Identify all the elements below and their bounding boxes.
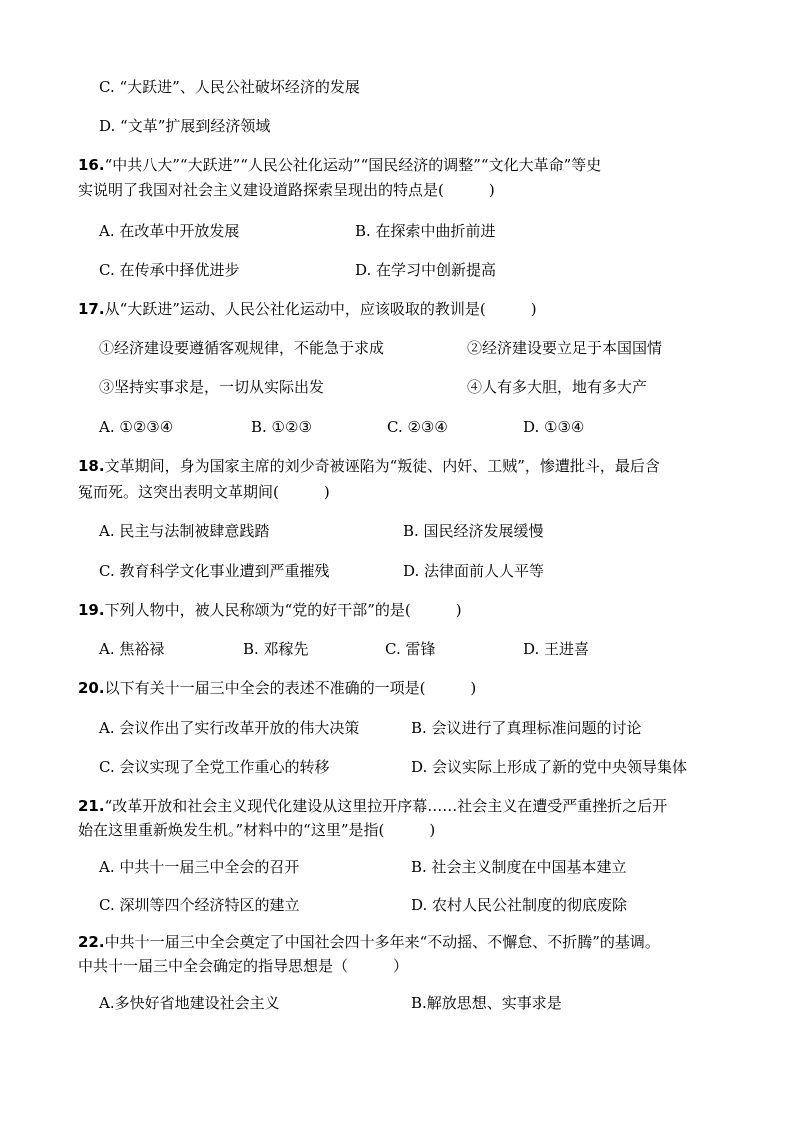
q16-option-b: B. 在探索中曲折前进 xyxy=(355,222,496,240)
q20-option-c: C. 会议实现了全党工作重心的转移 xyxy=(99,758,330,776)
q19-stem-line1 xyxy=(78,600,462,620)
q18-stem-text: 文革期间，身为国家主席的刘少奇被诬陷为“叛徒、内奸、工贼”，惨遭批斗，最后含 xyxy=(104,457,660,475)
q16-number: 16. xyxy=(78,156,105,174)
q17-statement-1: ①经济建设要遵循客观规律，不能急于求成 xyxy=(99,339,385,357)
q16-option-c: C. 在传承中择优进步 xyxy=(99,261,240,279)
q15-option-c: C. “大跃进”、人民公社破坏经济的发展 xyxy=(99,78,360,96)
q21-stem-text: “改革开放和社会主义现代化建设从这里拉开序幕……社会主义在遭受严重挫折之后开 xyxy=(104,797,668,815)
q18-option-c: C. 教育科学文化事业遭到严重摧残 xyxy=(99,562,330,580)
q21-option-a: A. 中共十一届三中全会的召开 xyxy=(99,858,300,876)
q19-number: 19. xyxy=(78,601,105,619)
q21-stem-line2: 始在这里重新焕发生机。”材料中的“这里”是指( ) xyxy=(78,821,436,839)
q18-number: 18. xyxy=(78,457,105,475)
q20-stem-line1 xyxy=(78,678,476,698)
q17-statement-3: ③坚持实事求是，一切从实际出发 xyxy=(99,378,325,396)
q16-stem-text: “中共八大”“大跃进”“人民公社化运动”“国民经济的调整”“文化大革命”等史 xyxy=(104,156,602,174)
q17-option-c: C. ②③④ xyxy=(387,418,448,436)
q21-number: 21. xyxy=(78,797,105,815)
q18-stem-line2: 冤而死。这突出表明文革期间( ) xyxy=(78,483,330,501)
q20-option-d: D. 会议实际上形成了新的党中央领导集体 xyxy=(411,758,688,776)
q19-stem-text: 下列人物中，被人民称颂为“党的好干部”的是( ) xyxy=(104,601,462,619)
q21-option-b: B. 社会主义制度在中国基本建立 xyxy=(411,858,627,876)
q18-option-a: A. 民主与法制被肆意践踏 xyxy=(99,522,270,540)
q18-stem-line1 xyxy=(78,456,660,476)
q22-option-a: A.多快好省地建设社会主义 xyxy=(99,994,280,1012)
q16-option-d: D. 在学习中创新提高 xyxy=(355,261,497,279)
q17-option-d: D. ①③④ xyxy=(523,418,585,436)
q21-stem-line1 xyxy=(78,796,667,816)
q17-statement-2: ②经济建设要立足于本国国情 xyxy=(467,339,663,357)
q16-option-a: A. 在改革中开放发展 xyxy=(99,222,240,240)
q22-number: 22. xyxy=(78,933,105,951)
q20-option-a: A. 会议作出了实行改革开放的伟大决策 xyxy=(99,719,360,737)
q18-option-d: D. 法律面前人人平等 xyxy=(403,562,545,580)
q15-option-d: D. “文革”扩展到经济领域 xyxy=(99,117,271,135)
q22-option-b: B.解放思想、实事求是 xyxy=(411,994,562,1012)
q17-stem-text: 从“大跃进”运动、人民公社化运动中，应该吸取的教训是( ) xyxy=(104,300,537,318)
q19-option-b: B. 邓稼先 xyxy=(243,640,309,658)
q16-stem-line2: 实说明了我国对社会主义建设道路探索呈现出的特点是( ) xyxy=(78,181,495,199)
q19-option-c: C. 雷锋 xyxy=(385,640,436,658)
q19-option-d: D. 王进喜 xyxy=(523,640,590,658)
q16-stem-line1 xyxy=(78,155,601,175)
q17-stem-line1 xyxy=(78,299,537,319)
q20-number: 20. xyxy=(78,679,105,697)
q17-number: 17. xyxy=(78,300,105,318)
q21-option-d: D. 农村人民公社制度的彻底废除 xyxy=(411,896,628,914)
q19-option-a: A. 焦裕禄 xyxy=(99,640,165,658)
q22-stem-line2: 中共十一届三中全会确定的指导思想是（ ） xyxy=(78,957,409,975)
q18-option-b: B. 国民经济发展缓慢 xyxy=(403,522,544,540)
q17-statement-4: ④人有多大胆，地有多大产 xyxy=(467,378,648,396)
q22-stem-line1 xyxy=(78,932,660,952)
q22-stem-text: 中共十一届三中全会奠定了中国社会四十多年来“不动摇、不懈怠、不折腾”的基调。 xyxy=(104,933,660,951)
q17-option-b: B. ①②③ xyxy=(251,418,312,436)
q20-option-b: B. 会议进行了真理标准问题的讨论 xyxy=(411,719,642,737)
q21-option-c: C. 深圳等四个经济特区的建立 xyxy=(99,896,300,914)
q17-option-a: A. ①②③④ xyxy=(99,418,174,436)
q20-stem-text: 以下有关十一届三中全会的表述不准确的一项是( ) xyxy=(104,679,477,697)
